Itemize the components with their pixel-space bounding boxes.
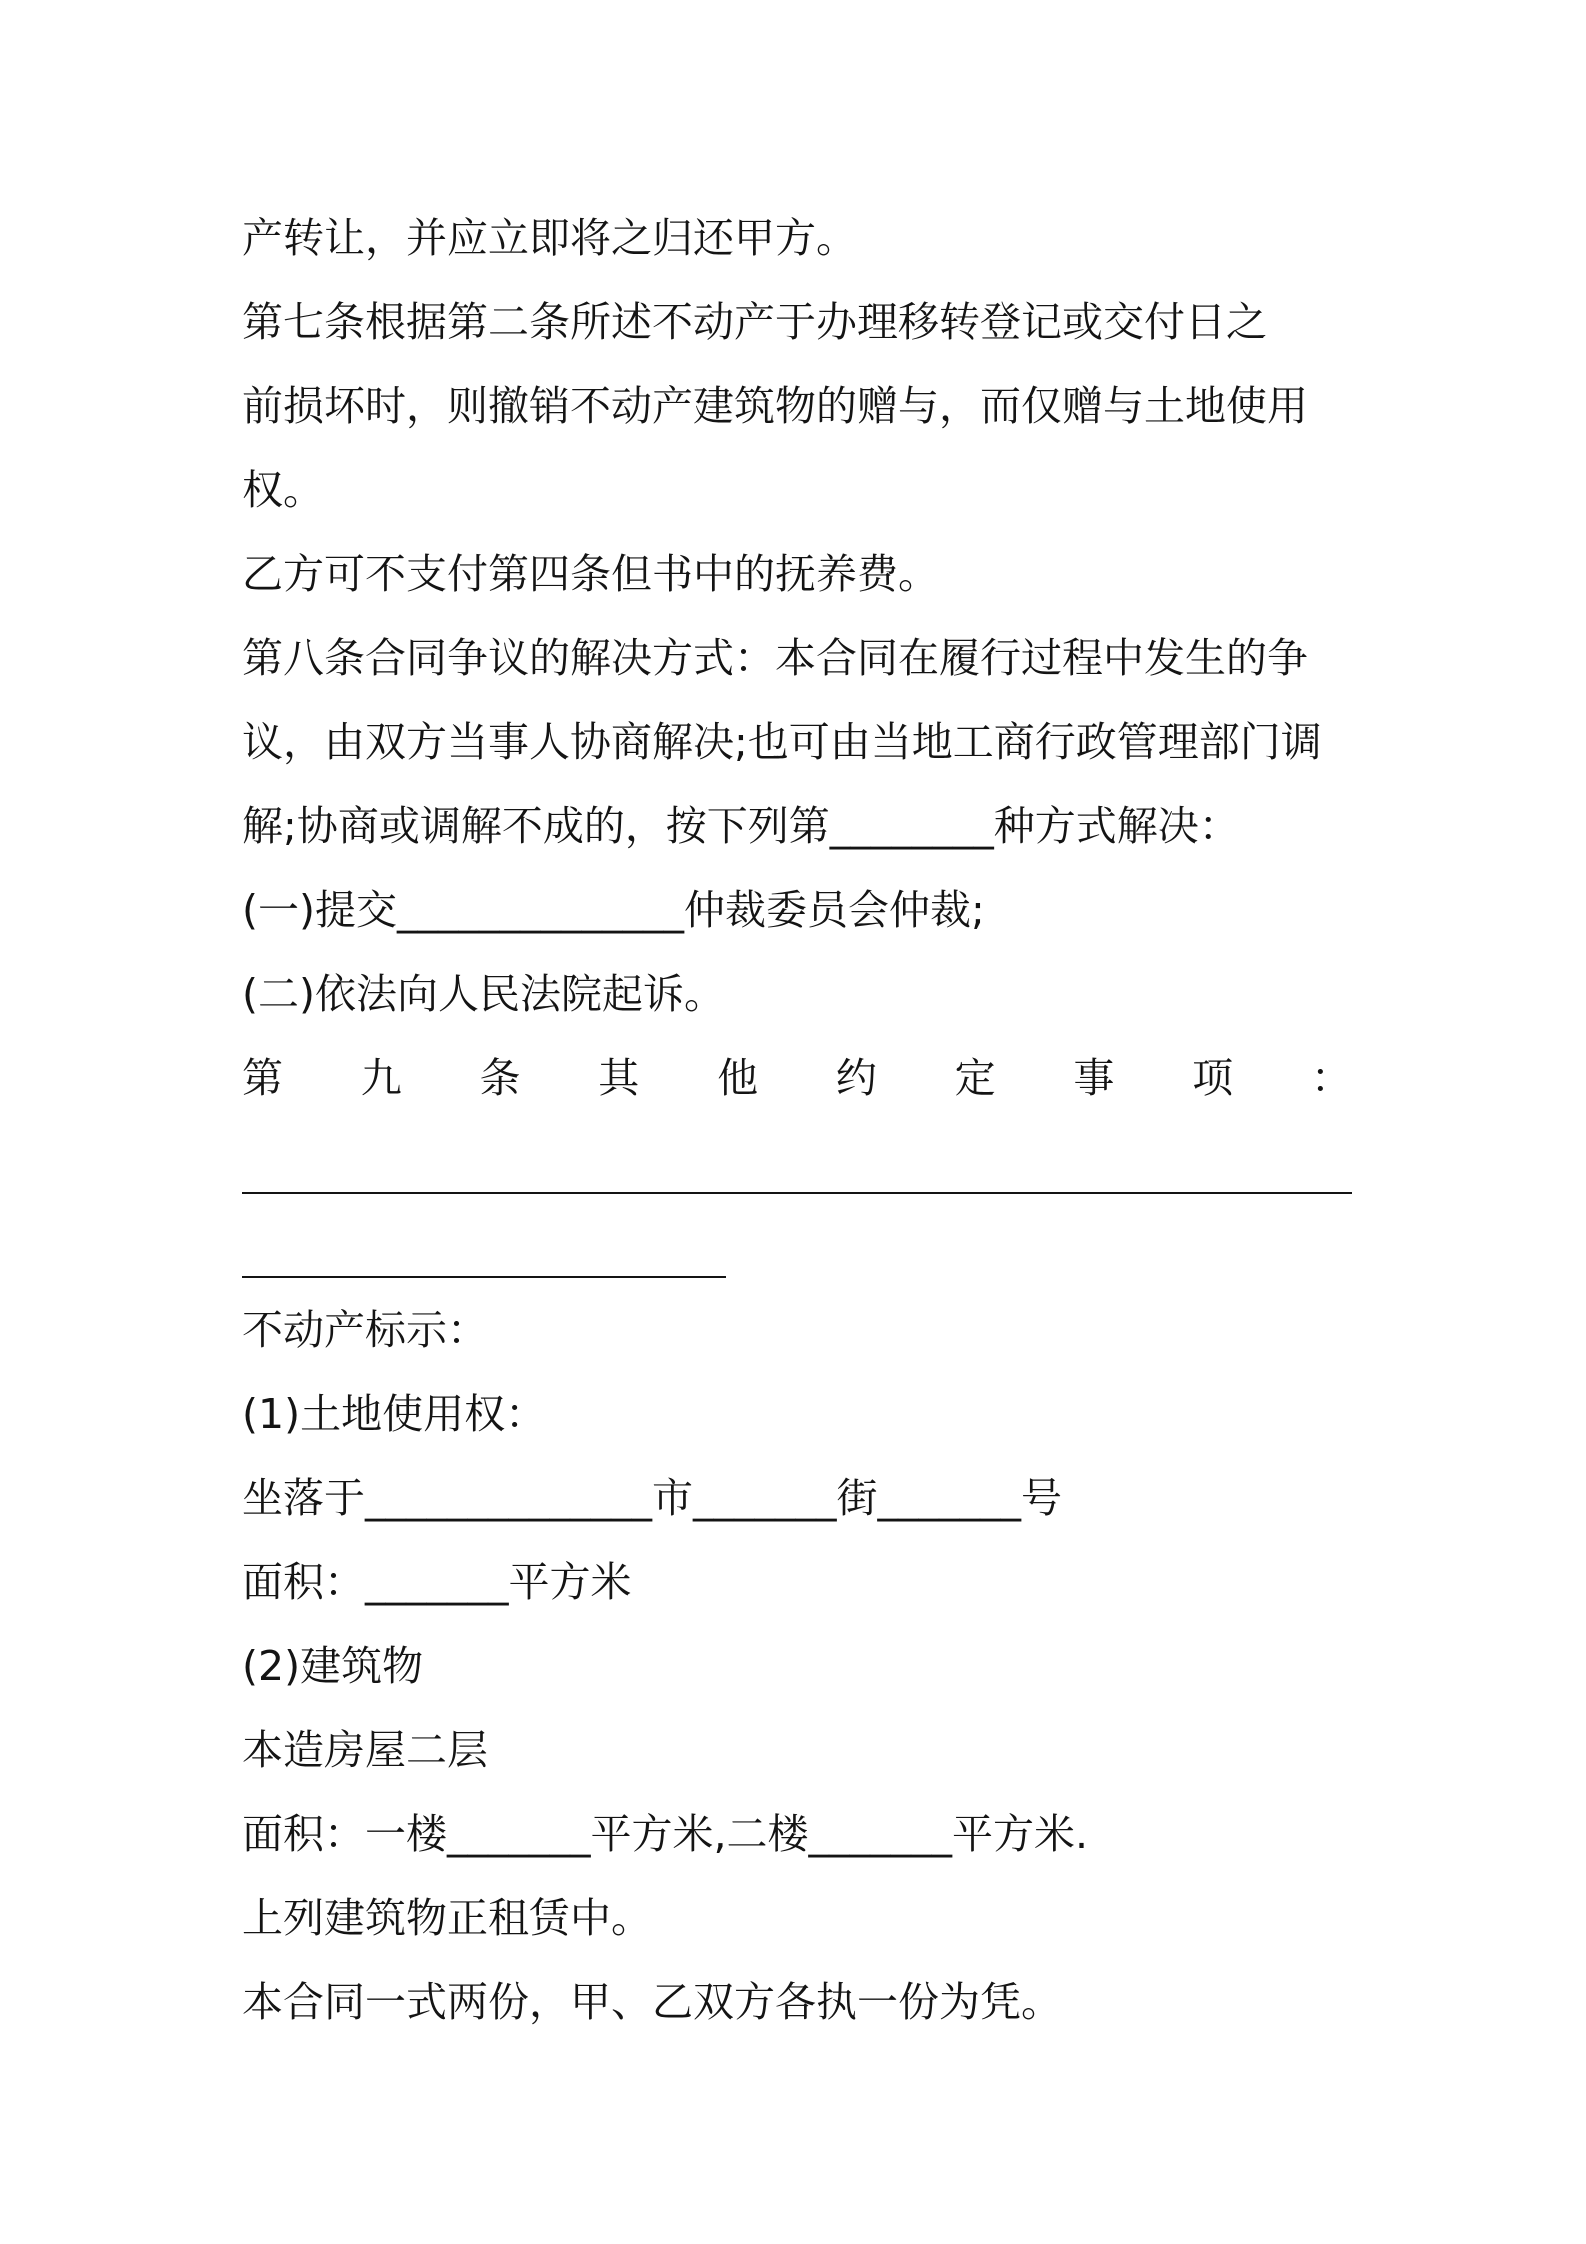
- building-heading: (2)建筑物: [242, 1642, 424, 1690]
- article-9-heading: [242, 1036, 1352, 1120]
- article-9-char: 他: [717, 1054, 759, 1102]
- copies-clause: 本合同一式两份，甲、乙双方各执一份为凭。: [242, 1978, 1062, 2026]
- article-7-line-1: 第七条根据第二条所述不动产于办理移转登记或交付日之: [242, 298, 1267, 346]
- article-9-char: 项: [1192, 1054, 1234, 1102]
- article-9-char: 定: [954, 1054, 996, 1102]
- text-line-1: 产转让，并应立即将之归还甲方。: [242, 214, 857, 262]
- building-area: 面积：一楼_______平方米,二楼_______平方米.: [242, 1810, 1089, 1858]
- blank-line-short: [242, 1204, 726, 1288]
- property-label: 不动产标示：: [242, 1306, 488, 1354]
- article-8-line-3: 解;协商或调解不成的，按下列第________种方式解决：: [242, 802, 1240, 850]
- article-9-char: 其: [598, 1054, 640, 1102]
- article-9-char: 九: [360, 1054, 402, 1102]
- article-9-char: 条: [479, 1054, 521, 1102]
- article-7-line-3: 权。: [242, 466, 324, 514]
- article-9-char: ：: [1310, 1054, 1352, 1102]
- text-line-support-fee: 乙方可不支付第四条但书中的抚养费。: [242, 550, 939, 598]
- land-use-right-heading: (1)土地使用权：: [242, 1390, 547, 1438]
- article-8-line-1: 第八条合同争议的解决方式：本合同在履行过程中发生的争: [242, 634, 1308, 682]
- land-area: 面积：_______平方米: [242, 1558, 632, 1606]
- building-description: 本造房屋二层: [242, 1726, 488, 1774]
- article-8-line-2: 议，由双方当事人协商解决;也可由当地工商行政管理部门调: [242, 718, 1322, 766]
- blank-line-full: [242, 1120, 1352, 1204]
- article-9-char: 事: [1073, 1054, 1115, 1102]
- contract-text: [242, 196, 1352, 2044]
- court-option: (二)依法向人民法院起诉。: [242, 970, 725, 1018]
- article-9-char: 第: [242, 1054, 283, 1102]
- article-7-line-2: 前损坏时，则撤销不动产建筑物的赠与，而仅赠与土地使用: [242, 382, 1308, 430]
- article-9-char: 约: [835, 1054, 877, 1102]
- land-location: 坐落于______________市_______街_______号: [242, 1474, 1062, 1522]
- arbitration-option: (一)提交______________仲裁委员会仲裁;: [242, 886, 985, 934]
- lease-status: 上列建筑物正租赁中。: [242, 1894, 652, 1942]
